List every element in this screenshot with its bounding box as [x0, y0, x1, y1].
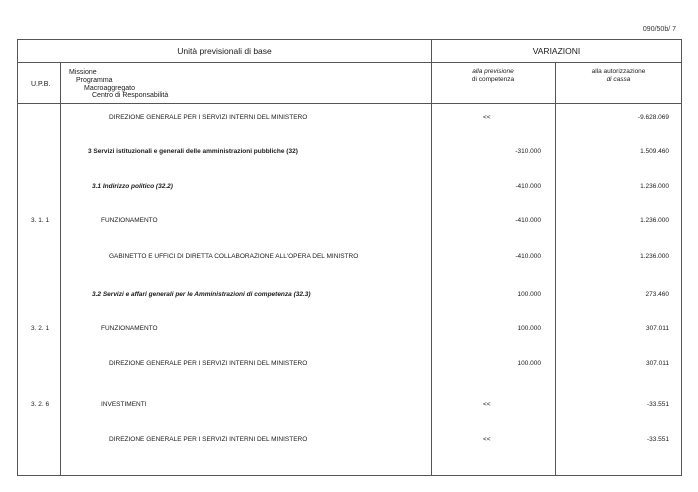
- row-upb: 3. 2. 1: [31, 325, 50, 332]
- hierarchy-missione: Missione: [69, 69, 97, 76]
- row-description: INVESTIMENTI: [101, 401, 147, 408]
- row-cassa: 307.011: [645, 325, 669, 332]
- row-cassa: -33.551: [646, 436, 669, 443]
- row-upb: 3. 1. 1: [31, 217, 50, 224]
- competenza-header-line1: alla previsione: [472, 68, 514, 75]
- row-upb: 3. 2. 6: [31, 401, 50, 408]
- hierarchy-macroaggregato: Macroaggregato: [84, 85, 135, 92]
- row-competenza: -410.000: [515, 253, 541, 260]
- row-cassa: 1.236.000: [640, 253, 669, 260]
- row-cassa: -33.551: [646, 401, 669, 408]
- row-competenza: -410.000: [515, 217, 541, 224]
- competenza-header-line2: di competenza: [471, 76, 515, 83]
- row-cassa: 1.509.460: [640, 148, 669, 155]
- variazioni-title: VARIAZIONI: [532, 46, 581, 56]
- cassa-header-line1: alla autorizzazione: [591, 68, 646, 75]
- row-competenza: <<: [483, 436, 491, 443]
- table-row: [18, 253, 681, 263]
- row-description: 3 Servizi istituzionali e generali delle amministrazioni pubbliche (32): [88, 148, 298, 155]
- row-competenza: 100.000: [517, 291, 541, 298]
- row-description: GABINETTO E UFFICI DI DIRETTA COLLABORAZIONE ALL'OPERA DEL MINISTRO: [109, 253, 359, 260]
- row-description: 3.2 Servizi e affari generali per le Amministrazioni di competenza (32.3): [92, 291, 311, 298]
- cassa-header-line2: di cassa: [606, 76, 631, 83]
- table-row: [18, 401, 681, 411]
- budget-table: [17, 39, 682, 476]
- table-row: [18, 114, 681, 124]
- table-row: [18, 360, 681, 370]
- hierarchy-programma: Programma: [76, 77, 113, 84]
- row-competenza: <<: [483, 401, 491, 408]
- row-competenza: -410.000: [515, 183, 541, 190]
- row-cassa: 307.011: [645, 360, 669, 367]
- subheader-divider: [18, 103, 681, 104]
- table-row: [18, 183, 681, 193]
- table-row: [18, 217, 681, 227]
- table-row: [18, 291, 681, 301]
- row-description: DIREZIONE GENERALE PER I SERVIZI INTERNI DEL MINISTERO: [109, 436, 308, 443]
- row-description: 3.1 Indirizzo politico (32.2): [92, 183, 173, 190]
- row-description: DIREZIONE GENERALE PER I SERVIZI INTERNI DEL MINISTERO: [109, 360, 308, 367]
- row-cassa: 1.236.000: [640, 183, 669, 190]
- hierarchy-centro: Centro di Responsabilità: [92, 92, 169, 99]
- row-competenza: -310.000: [515, 148, 541, 155]
- row-competenza: 100.000: [517, 360, 541, 367]
- row-cassa: 273.460: [645, 291, 669, 298]
- row-cassa: 1.236.000: [640, 217, 669, 224]
- row-description: FUNZIONAMENTO: [101, 325, 158, 332]
- row-description: FUNZIONAMENTO: [101, 217, 158, 224]
- row-competenza: <<: [483, 114, 491, 121]
- table-row: [18, 148, 681, 158]
- row-competenza: 100.000: [517, 325, 541, 332]
- table-row: [18, 436, 681, 446]
- header-divider: [18, 62, 681, 63]
- row-description: DIREZIONE GENERALE PER I SERVIZI INTERNI DEL MINISTERO: [109, 114, 308, 121]
- upb-header: U.P.B.: [31, 81, 51, 88]
- page-code: 090/50b/ 7: [642, 26, 676, 33]
- unit-title: Unità previsionali di base: [177, 46, 272, 56]
- row-cassa: -9.628.069: [637, 114, 669, 121]
- table-row: [18, 325, 681, 335]
